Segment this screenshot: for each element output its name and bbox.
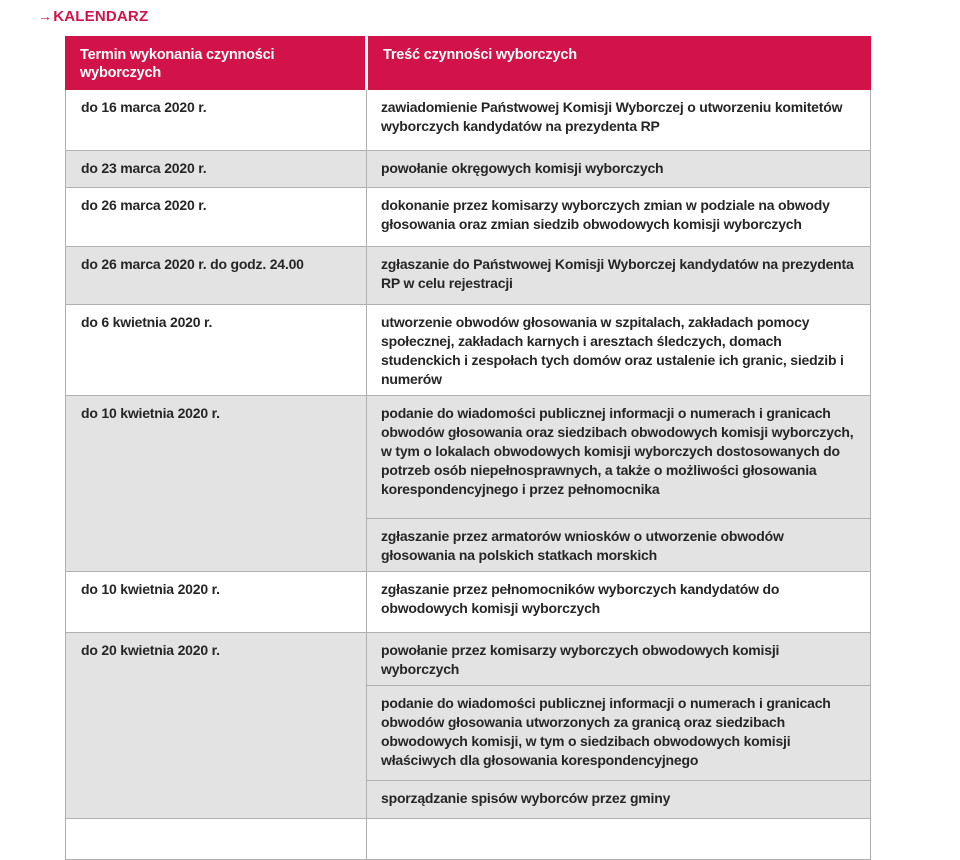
content-cell: zawiadomienie Państwowej Komisji Wyborczej o utworzeniu komitetów wyborczych kandydatów na prezydenta RP (381, 99, 843, 134)
content-stack (366, 819, 870, 859)
table-row (66, 150, 870, 187)
table-row (66, 246, 870, 304)
header-term-column (65, 36, 365, 90)
table-row (66, 304, 870, 395)
term-cell: do 10 kwietnia 2020 r. (81, 405, 220, 421)
calendar-table (65, 36, 871, 860)
content-stack (366, 572, 870, 632)
term-cell: do 20 kwietnia 2020 r. (81, 642, 220, 658)
content-cell: podanie do wiadomości publicznej informacji o numerach i granicach obwodów głosowania utworzonych za granicą oraz siedzibach obwodowych komisji, w tym o siedzibach obwodowych komisji właściwych dla głosowania korespondencyjnego (367, 685, 870, 780)
term-cell (66, 819, 366, 859)
table-row (66, 571, 870, 632)
content-stack (366, 305, 870, 395)
table-row (66, 395, 870, 571)
table-body (65, 90, 871, 860)
content-cell: sporządzanie spisów wyborców przez gminy (367, 780, 870, 818)
content-cell: zgłaszanie do Państwowej Komisji Wyborczej kandydatów na prezydenta RP w celu rejestracji (381, 256, 854, 291)
term-cell: do 26 marca 2020 r. (81, 197, 207, 213)
content-cell: powołanie przez komisarzy wyborczych obwodowych komisji wyborczych (381, 642, 780, 677)
table-row (66, 90, 870, 150)
header-term-label: Termin wykonania czynności wyborczych (80, 47, 275, 81)
content-cell: zgłaszanie przez pełnomocników wyborczych kandydatów do obwodowych komisji wyborczych (381, 581, 780, 616)
table-row-partial (66, 818, 870, 859)
content-stack (366, 90, 870, 150)
arrow-icon: → (38, 8, 53, 24)
term-cell: do 26 marca 2020 r. do godz. 24.00 (81, 256, 304, 272)
header-content-label: Treść czynności wyborczych (383, 47, 577, 63)
header-content-column (365, 36, 871, 90)
table-row (66, 187, 870, 246)
page-title (38, 8, 148, 25)
content-cell (367, 819, 870, 833)
content-cell: podanie do wiadomości publicznej informacji o numerach i granicach obwodów głosowania oraz siedzibach obwodowych komisji wyborczych, w tym o lokalach obwodowych komisji wyborczych dostosowanych do potrzeb osób niepełnosprawnych, a także o możliwości głosowania korespondencyjnego i przez pełnomocnika (381, 405, 854, 497)
content-stack (366, 396, 870, 571)
table-row (66, 632, 870, 818)
content-cell: zgłaszanie przez armatorów wniosków o utworzenie obwodów głosowania na polskich statkach morskich (367, 518, 870, 571)
content-cell: powołanie okręgowych komisji wyborczych (381, 160, 664, 176)
term-cell: do 10 kwietnia 2020 r. (81, 581, 220, 597)
table-header (65, 36, 871, 90)
content-cell: utworzenie obwodów głosowania w szpitalach, zakładach pomocy społecznej, zakładach karnych i aresztach śledczych, domach studenckich i zespołach tych domów oraz ustalenie ich granic, siedzib i numerów (381, 314, 844, 387)
content-stack (366, 188, 870, 246)
term-cell: do 16 marca 2020 r. (81, 99, 207, 115)
content-stack (366, 633, 870, 818)
content-stack (366, 247, 870, 304)
content-cell: dokonanie przez komisarzy wyborczych zmian w podziale na obwody głosowania oraz zmian siedzib obwodowych komisji wyborczych (381, 197, 830, 232)
term-cell: do 6 kwietnia 2020 r. (81, 314, 213, 330)
term-cell: do 23 marca 2020 r. (81, 160, 207, 176)
page-title-text: KALENDARZ (53, 8, 149, 25)
content-stack (366, 151, 870, 187)
